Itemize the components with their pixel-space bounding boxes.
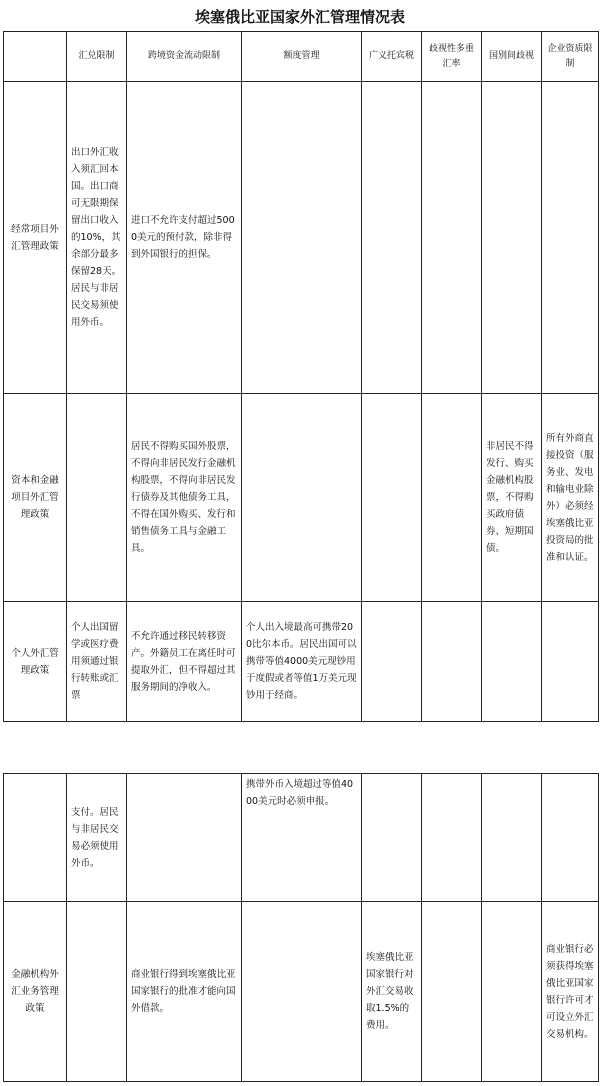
header-cell: 国别间歧视 [482,32,542,82]
cell-country [482,902,542,1082]
cell-country [482,82,542,394]
row-category: 个人外汇管理政策 [4,602,67,722]
cell-multi [422,602,482,722]
page-title: 埃塞俄比亚国家外汇管理情况表 [194,8,405,26]
header-cell [4,32,67,82]
header-cell: 跨境资金流动限制 [127,32,242,82]
row-category: 资本和金融项目外汇管理政策 [4,394,67,602]
cell-qual [542,82,599,394]
table-row [4,774,599,902]
table-row [4,82,599,394]
header-cell: 额度管理 [242,32,362,82]
cell-multi [422,394,482,602]
cell-fx [67,902,127,1082]
header-cell: 歧视性多重汇率 [422,32,482,82]
cell-flow [127,774,242,902]
table-row [4,394,599,602]
cell-country [482,774,542,902]
cell-country [482,602,542,722]
cell-tobin [362,774,422,902]
table-row [4,902,599,1082]
cell-multi [422,82,482,394]
header-row [4,32,599,82]
cell-flow: 不允许通过移民转移资产。外籍员工在离任时可提取外汇，但不得超过其服务期间的净收入。 [127,602,242,722]
row-category [4,774,67,902]
cell-quota: 携带外币入境超过等值4000美元时必须申报。 [242,774,362,902]
cell-multi [422,902,482,1082]
cell-quota [242,394,362,602]
header-cell: 企业资质限制 [542,32,599,82]
header-cell: 汇兑限制 [67,32,127,82]
cell-multi [422,774,482,902]
cell-qual [542,774,599,902]
cell-quota: 个人出入境最高可携带200比尔本币。居民出国可以携带等值4000美元现钞用于度假或者等值1万美元现钞用于经商。 [242,602,362,722]
table-row [4,602,599,722]
row-category: 金融机构外汇业务管理政策 [4,902,67,1082]
cell-fx: 个人出国留学或医疗费用须通过银行转账或汇票 [67,602,127,722]
cell-tobin [362,394,422,602]
cell-qual [542,602,599,722]
cell-qual: 所有外商直接投资（服务业、发电和输电业除外）必须经埃塞俄比亚投资局的批准和认证。 [542,394,599,602]
cell-quota [242,902,362,1082]
cell-country: 非居民不得发行、购买金融机构股票，不得购买政府债券、短期国债。 [482,394,542,602]
cell-tobin: 埃塞俄比亚国家银行对外汇交易收取1.5%的费用。 [362,902,422,1082]
cell-quota [242,82,362,394]
cell-tobin [362,602,422,722]
cell-flow: 进口不允许支付超过5000美元的预付款，除非得到外国银行的担保。 [127,82,242,394]
cell-fx: 出口外汇收入须汇回本国。出口商可无限期保留出口收入的10%，其余部分最多保留28天。居民与非居民交易须使用外币。 [67,82,127,394]
cell-qual: 商业银行必须获得埃塞俄比亚国家银行许可才可设立外汇交易机构。 [542,902,599,1082]
cell-flow: 商业银行得到埃塞俄比亚国家银行的批准才能向国外借款。 [127,902,242,1082]
row-category: 经常项目外汇管理政策 [4,82,67,394]
cell-tobin [362,82,422,394]
cell-fx: 支付。居民与非居民交易必须使用外币。 [67,774,127,902]
cell-flow: 居民不得购买国外股票，不得向非居民发行金融机构股票，不得向非居民发行债券及其他债务工具，不得在国外购买、发行和销售债务工具与金融工具。 [127,394,242,602]
fx-policy-table [3,31,599,722]
cell-fx [67,394,127,602]
header-cell: 广义托宾税 [362,32,422,82]
fx-policy-table-continued [3,773,599,1082]
